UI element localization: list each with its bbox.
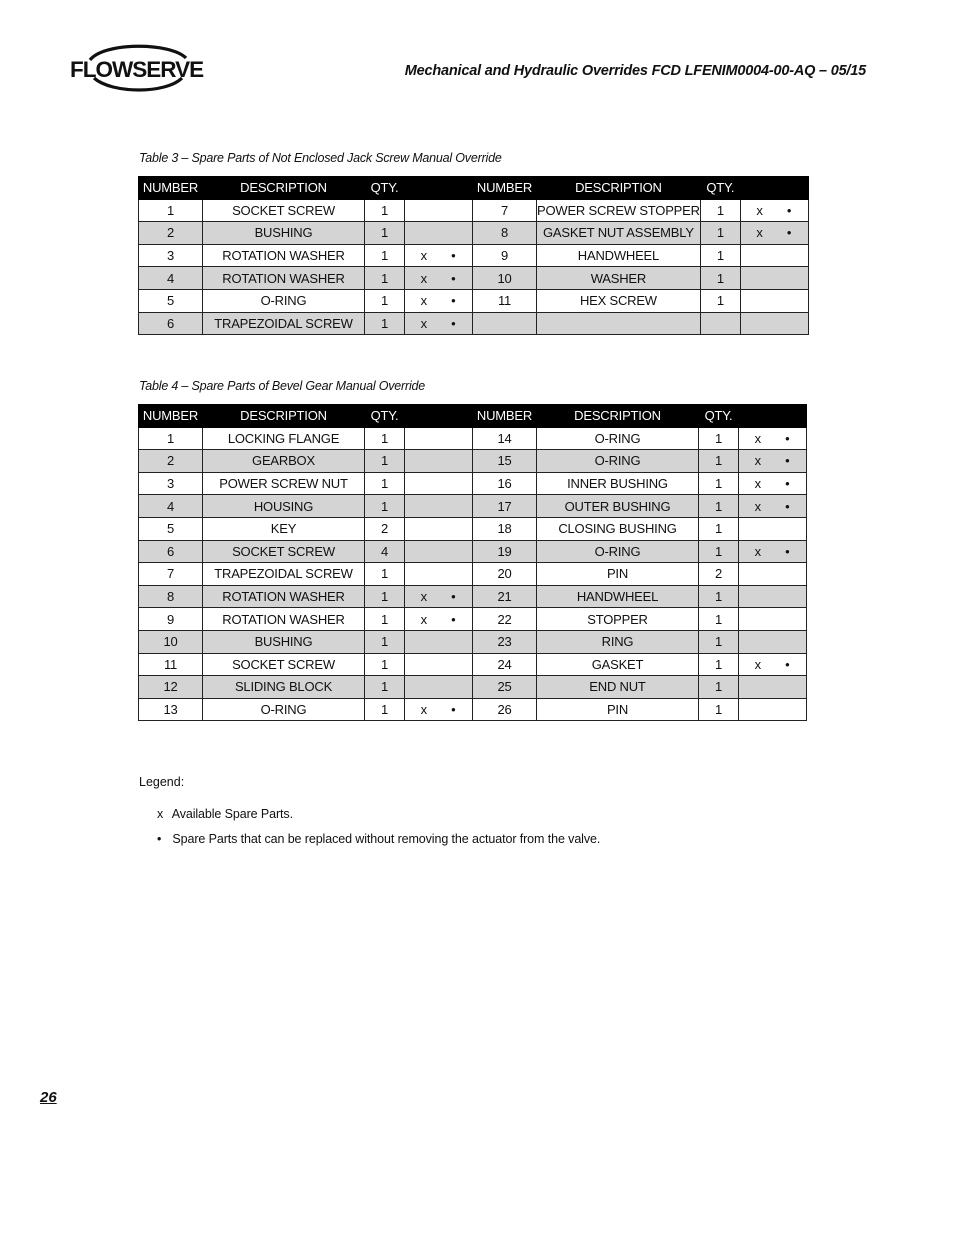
column-header: NUMBER: [473, 405, 537, 428]
spare-marks: [739, 540, 807, 563]
part-description: HANDWHEEL: [537, 244, 701, 267]
table-row: [139, 540, 807, 563]
part-number: 19: [473, 540, 537, 563]
part-quantity: 1: [365, 244, 405, 267]
part-description: GASKET NUT ASSEMBLY: [537, 222, 701, 245]
spare-marks-wrap: [405, 248, 472, 263]
replaceable-mark: •: [785, 543, 790, 559]
table3-header-row: [139, 177, 809, 200]
spare-marks: [739, 585, 807, 608]
table-row: [139, 630, 807, 653]
spare-marks-wrap: [405, 293, 472, 308]
part-description: TRAPEZOIDAL SCREW: [203, 312, 365, 335]
spare-marks-wrap: [741, 225, 808, 240]
part-description: STOPPER: [537, 608, 699, 631]
part-quantity: 1: [699, 676, 739, 699]
part-number: 7: [473, 199, 537, 222]
part-quantity: 1: [699, 608, 739, 631]
part-quantity: 1: [365, 495, 405, 518]
spare-marks: [739, 427, 807, 450]
part-number: 11: [473, 289, 537, 312]
spare-marks: [405, 585, 473, 608]
part-description: TRAPEZOIDAL SCREW: [203, 563, 365, 586]
column-header: [405, 177, 473, 200]
table-row: [139, 608, 807, 631]
part-description: [537, 312, 701, 335]
table-row: [139, 698, 807, 721]
spare-marks-wrap: [405, 702, 472, 717]
spare-marks-wrap: [741, 203, 808, 218]
available-mark: x: [754, 476, 761, 492]
table-row: [139, 222, 809, 245]
available-mark: x: [420, 611, 427, 627]
part-number: 12: [139, 676, 203, 699]
table-row: [139, 653, 807, 676]
spare-marks: [739, 676, 807, 699]
spare-marks: [405, 427, 473, 450]
replaceable-mark: •: [785, 498, 790, 514]
spare-marks-wrap: [739, 431, 806, 446]
part-quantity: 1: [699, 585, 739, 608]
part-number: 5: [139, 289, 203, 312]
part-quantity: 1: [700, 289, 740, 312]
part-quantity: 1: [365, 563, 405, 586]
part-quantity: 1: [365, 653, 405, 676]
part-description: O-RING: [537, 450, 699, 473]
part-quantity: 1: [365, 267, 405, 290]
part-number: 21: [473, 585, 537, 608]
table4-spare-parts: [138, 404, 807, 721]
table3-caption: Table 3 – Spare Parts of Not Enclosed Jack Screw Manual Override: [139, 151, 502, 165]
part-quantity: 1: [365, 289, 405, 312]
part-quantity: 1: [699, 472, 739, 495]
spare-marks: [739, 630, 807, 653]
part-number: 8: [473, 222, 537, 245]
part-number: 11: [139, 653, 203, 676]
spare-marks: [739, 450, 807, 473]
part-quantity: 1: [699, 495, 739, 518]
spare-marks: [739, 653, 807, 676]
part-description: SOCKET SCREW: [203, 199, 365, 222]
spare-marks: [405, 472, 473, 495]
table-row: [139, 517, 807, 540]
document-title: Mechanical and Hydraulic Overrides FCD LFENIM0004-00-AQ – 05/15: [404, 63, 866, 79]
part-number: 14: [473, 427, 537, 450]
spare-marks-wrap: [739, 657, 806, 672]
replaceable-mark: •: [786, 225, 792, 241]
part-number: 17: [473, 495, 537, 518]
part-number: 6: [139, 540, 203, 563]
part-number: 3: [139, 244, 203, 267]
part-number: 1: [139, 199, 203, 222]
part-quantity: 1: [365, 450, 405, 473]
legend-item-available: [157, 807, 293, 821]
replaceable-mark: •: [785, 656, 790, 672]
replaceable-mark: •: [451, 611, 456, 627]
table-row: [139, 563, 807, 586]
part-quantity: 1: [365, 608, 405, 631]
part-number: 16: [473, 472, 537, 495]
part-quantity: 1: [699, 427, 739, 450]
part-number: 4: [139, 267, 203, 290]
part-description: ROTATION WASHER: [203, 244, 365, 267]
spare-marks: [405, 267, 473, 290]
spare-marks: [739, 563, 807, 586]
replaceable-mark: •: [451, 702, 456, 718]
part-quantity: 2: [365, 517, 405, 540]
part-description: KEY: [203, 517, 365, 540]
available-mark: x: [754, 498, 761, 514]
part-quantity: 1: [699, 450, 739, 473]
spare-marks: [405, 608, 473, 631]
available-mark: x: [420, 702, 427, 718]
spare-marks-wrap: [405, 589, 472, 604]
part-description: ROTATION WASHER: [203, 608, 365, 631]
part-quantity: 1: [700, 267, 740, 290]
part-number: 15: [473, 450, 537, 473]
part-number: 18: [473, 517, 537, 540]
available-mark: x: [420, 248, 427, 264]
column-header: QTY.: [365, 405, 405, 428]
spare-marks: [739, 495, 807, 518]
replaceable-mark: •: [785, 430, 790, 446]
part-description: HANDWHEEL: [537, 585, 699, 608]
available-mark: x: [420, 589, 427, 605]
replaceable-mark: •: [451, 589, 456, 605]
spare-marks-wrap: [739, 476, 806, 491]
part-description: SOCKET SCREW: [203, 540, 365, 563]
part-number: [473, 312, 537, 335]
legend-symbol-dot: •: [157, 832, 162, 846]
legend-title: Legend:: [139, 775, 185, 789]
spare-marks: [405, 244, 473, 267]
part-number: 9: [473, 244, 537, 267]
spare-marks-wrap: [405, 271, 472, 286]
spare-marks: [405, 289, 473, 312]
part-description: INNER BUSHING: [537, 472, 699, 495]
available-mark: x: [754, 453, 761, 469]
part-quantity: 2: [699, 563, 739, 586]
spare-marks: [405, 199, 473, 222]
part-number: 7: [139, 563, 203, 586]
part-number: 2: [139, 450, 203, 473]
spare-marks: [405, 563, 473, 586]
part-quantity: 1: [365, 312, 405, 335]
table3-spare-parts: [138, 176, 809, 335]
part-description: O-RING: [537, 427, 699, 450]
column-header: NUMBER: [473, 177, 537, 200]
part-description: SLIDING BLOCK: [203, 676, 365, 699]
part-quantity: 1: [365, 676, 405, 699]
table-row: [139, 289, 809, 312]
part-number: 10: [473, 267, 537, 290]
part-quantity: 1: [365, 199, 405, 222]
part-description: ROTATION WASHER: [203, 585, 365, 608]
part-number: 6: [139, 312, 203, 335]
spare-marks: [405, 676, 473, 699]
spare-marks: [740, 244, 808, 267]
part-number: 20: [473, 563, 537, 586]
column-header: DESCRIPTION: [203, 405, 365, 428]
part-number: 2: [139, 222, 203, 245]
legend-symbol-x: x: [157, 807, 164, 821]
available-mark: x: [756, 225, 763, 241]
spare-marks: [405, 517, 473, 540]
part-quantity: 1: [365, 222, 405, 245]
page-number: 26: [40, 1089, 57, 1106]
spare-marks: [740, 199, 808, 222]
spare-marks: [739, 517, 807, 540]
table-row: [139, 199, 809, 222]
column-header: [739, 405, 807, 428]
part-description: RING: [537, 630, 699, 653]
part-quantity: 1: [700, 199, 740, 222]
column-header: QTY.: [700, 177, 740, 200]
column-header: QTY.: [365, 177, 405, 200]
column-header: [405, 405, 473, 428]
spare-marks-wrap: [405, 612, 472, 627]
part-description: END NUT: [537, 676, 699, 699]
spare-marks: [739, 472, 807, 495]
part-number: 13: [139, 698, 203, 721]
part-number: 5: [139, 517, 203, 540]
column-header: DESCRIPTION: [537, 177, 701, 200]
part-quantity: [700, 312, 740, 335]
replaceable-mark: •: [785, 476, 790, 492]
legend-text: Available Spare Parts.: [171, 807, 293, 821]
spare-marks: [405, 495, 473, 518]
table-row: [139, 495, 807, 518]
legend-text: Spare Parts that can be replaced without removing the actuator from the valve.: [172, 832, 601, 846]
part-quantity: 1: [699, 517, 739, 540]
part-description: PIN: [537, 563, 699, 586]
spare-marks: [405, 222, 473, 245]
part-number: 3: [139, 472, 203, 495]
part-quantity: 1: [699, 698, 739, 721]
part-description: CLOSING BUSHING: [537, 517, 699, 540]
part-description: HOUSING: [203, 495, 365, 518]
table-row: [139, 312, 809, 335]
part-quantity: 1: [699, 653, 739, 676]
logo-text: FLOWSERVE: [70, 57, 204, 82]
part-number: 9: [139, 608, 203, 631]
column-header: NUMBER: [139, 405, 203, 428]
available-mark: x: [420, 315, 427, 331]
spare-marks-wrap: [405, 316, 472, 331]
spare-marks: [740, 222, 808, 245]
table-row: [139, 450, 807, 473]
spare-marks: [405, 312, 473, 335]
part-quantity: 1: [365, 585, 405, 608]
available-mark: x: [420, 270, 427, 286]
part-description: OUTER BUSHING: [537, 495, 699, 518]
part-description: O-RING: [203, 289, 365, 312]
spare-marks: [739, 698, 807, 721]
replaceable-mark: •: [451, 315, 456, 331]
part-number: 22: [473, 608, 537, 631]
part-description: WASHER: [537, 267, 701, 290]
available-mark: x: [756, 202, 763, 218]
part-quantity: 1: [365, 698, 405, 721]
available-mark: x: [420, 293, 427, 309]
column-header: [740, 177, 808, 200]
available-mark: x: [754, 430, 761, 446]
part-number: 24: [473, 653, 537, 676]
part-quantity: 1: [699, 630, 739, 653]
spare-marks: [405, 540, 473, 563]
spare-marks: [740, 267, 808, 290]
part-number: 26: [473, 698, 537, 721]
part-number: 8: [139, 585, 203, 608]
part-quantity: 4: [365, 540, 405, 563]
spare-marks: [740, 289, 808, 312]
spare-marks-wrap: [739, 453, 806, 468]
table-row: [139, 267, 809, 290]
part-quantity: 1: [699, 540, 739, 563]
spare-marks: [405, 653, 473, 676]
available-mark: x: [754, 656, 761, 672]
part-description: ROTATION WASHER: [203, 267, 365, 290]
spare-marks-wrap: [739, 499, 806, 514]
part-quantity: 1: [365, 427, 405, 450]
replaceable-mark: •: [451, 293, 456, 309]
spare-marks-wrap: [739, 544, 806, 559]
replaceable-mark: •: [451, 270, 456, 286]
part-quantity: 1: [365, 472, 405, 495]
available-mark: x: [754, 543, 761, 559]
replaceable-mark: •: [786, 202, 792, 218]
part-number: 10: [139, 630, 203, 653]
spare-marks: [740, 312, 808, 335]
part-number: 1: [139, 427, 203, 450]
part-description: PIN: [537, 698, 699, 721]
column-header: DESCRIPTION: [203, 177, 365, 200]
column-header: QTY.: [699, 405, 739, 428]
flowserve-logo-mark: [68, 40, 208, 96]
column-header: NUMBER: [139, 177, 203, 200]
part-description: BUSHING: [203, 222, 365, 245]
table4-caption: Table 4 – Spare Parts of Bevel Gear Manual Override: [139, 379, 426, 393]
part-description: BUSHING: [203, 630, 365, 653]
part-quantity: 1: [365, 630, 405, 653]
part-quantity: 1: [700, 244, 740, 267]
part-description: HEX SCREW: [537, 289, 701, 312]
spare-marks: [405, 698, 473, 721]
replaceable-mark: •: [785, 453, 790, 469]
part-description: SOCKET SCREW: [203, 653, 365, 676]
flowserve-logo: [68, 40, 208, 96]
table4-header-row: [139, 405, 807, 428]
spare-marks: [405, 450, 473, 473]
part-number: 4: [139, 495, 203, 518]
replaceable-mark: •: [451, 248, 456, 264]
part-description: GASKET: [537, 653, 699, 676]
part-description: O-RING: [537, 540, 699, 563]
table-row: [139, 244, 809, 267]
spare-marks: [739, 608, 807, 631]
spare-marks: [405, 630, 473, 653]
part-description: O-RING: [203, 698, 365, 721]
part-quantity: 1: [700, 222, 740, 245]
table-row: [139, 427, 807, 450]
legend-item-replaceable: [157, 832, 600, 846]
table-row: [139, 472, 807, 495]
table-row: [139, 676, 807, 699]
part-description: LOCKING FLANGE: [203, 427, 365, 450]
table-row: [139, 585, 807, 608]
column-header: DESCRIPTION: [537, 405, 699, 428]
part-description: GEARBOX: [203, 450, 365, 473]
part-description: POWER SCREW STOPPER: [537, 199, 701, 222]
part-number: 23: [473, 630, 537, 653]
part-number: 25: [473, 676, 537, 699]
part-description: POWER SCREW NUT: [203, 472, 365, 495]
